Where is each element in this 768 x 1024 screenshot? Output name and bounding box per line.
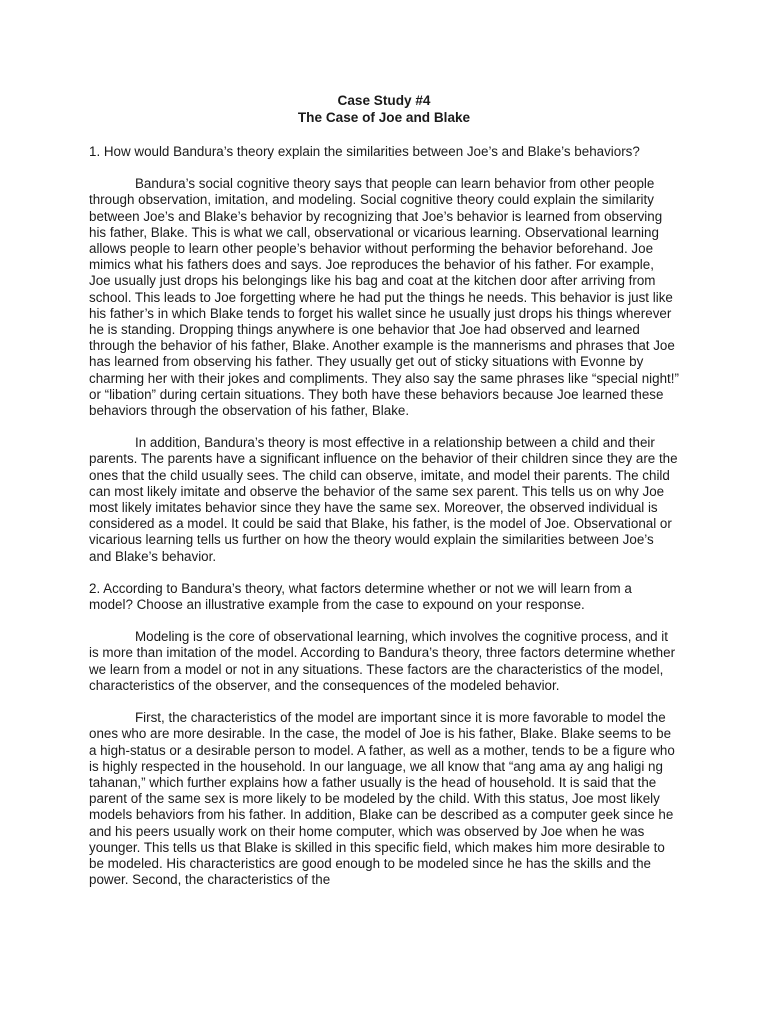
answer-paragraph: In addition, Bandura’s theory is most effective in a relationship between a child and their parents. The parents have a significant influence on the behavior of their children since they are the ones that the child usually sees. The child can observe, imitate, and model their parents. The child can most likely imitate and observe the behavior of the same sex parent. This tells us on why Joe most likely imitates behavior since they have the same sex. Moreover, the observed individual is considered as a model. It could be said that Blake, his father, is the model of Joe. Observational or vicarious learning tells us further on how the theory would explain the similarities between Joe’s and Blake’s behavior. <box>89 435 678 564</box>
question-2: 2. According to Bandura’s theory, what factors determine whether or not we will learn from a model? Choose an illustrative example from the case to expound on your response. <box>89 580 632 613</box>
answer-paragraph: Modeling is the core of observational learning, which involves the cognitive process, and it is more than imitation of the model. According to Bandura’s theory, three factors determine whether we learn from a model or not in any situations. These factors are the characteristics of the model, characteristics of the observer, and the consequences of the modeled behavior. <box>89 629 676 693</box>
answer-paragraph: First, the characteristics of the model are important since it is more favorable to model the ones who are more desirable. In the case, the model of Joe is his father, Blake. Blake seems to be a high-status or a desirable person to model. A father, as well as a mother, tends to be a figure who is highly respected in the household. In our language, we all know that “ang ama ay ang haligi ng tahanan,” which further explains how a father usually is the head of household. It is said that the parent of the same sex is more likely to be modeled by the child. With this status, Joe most likely models behaviors from his father. In addition, Blake can be described as a computer geek since he and his peers usually work on their home computer, which was observed by Joe when he was younger. This tells us that Blake is skilled in this specific field, which makes him more desirable to be modeled. His characteristics are good enough to be modeled since he has the skills and the power. Second, the characteristics of the <box>89 710 675 888</box>
document-title: Case Study #4 <box>337 93 431 108</box>
question-1: 1. How would Bandura’s theory explain the similarities between Joe’s and Blake’s behaviors? <box>89 144 640 159</box>
document-body <box>89 144 679 904</box>
answer-paragraph: Bandura’s social cognitive theory says that people can learn behavior from other people through observation, imitation, and modeling. Social cognitive theory could explain the similarity between Joe’s and Blake’s behavior by recognizing that Joe’s behavior is learned from observing his father, Blake. This is what we call, observational or vicarious learning. Observational learning allows people to learn other people’s behavior without performing the behavior beforehand. Joe mimics what his fathers does and says. Joe reproduces the behavior of his father. For example, Joe usually just drops his belongings like his bag and coat at the kitchen door after arriving from school. This leads to Joe forgetting where he had put the things he needs. This behavior is just like his father’s in which Blake tends to forget his wallet since he usually just drops his things wherever he is standing. Dropping things anywhere is one behavior that Joe had observed and learned through the behavior of his father, Blake. Another example is the mannerisms and phrases that Joe has learned from observing his father. They usually get out of sticky situations with Evonne by charming her with their jokes and compliments. They also say the same phrases like “special night!” or “libation” during certain situations. They both have these behaviors because Joe learned these behaviors through the observation of his father, Blake. <box>89 176 679 419</box>
title-block <box>0 93 768 126</box>
document-subtitle: The Case of Joe and Blake <box>297 109 471 125</box>
